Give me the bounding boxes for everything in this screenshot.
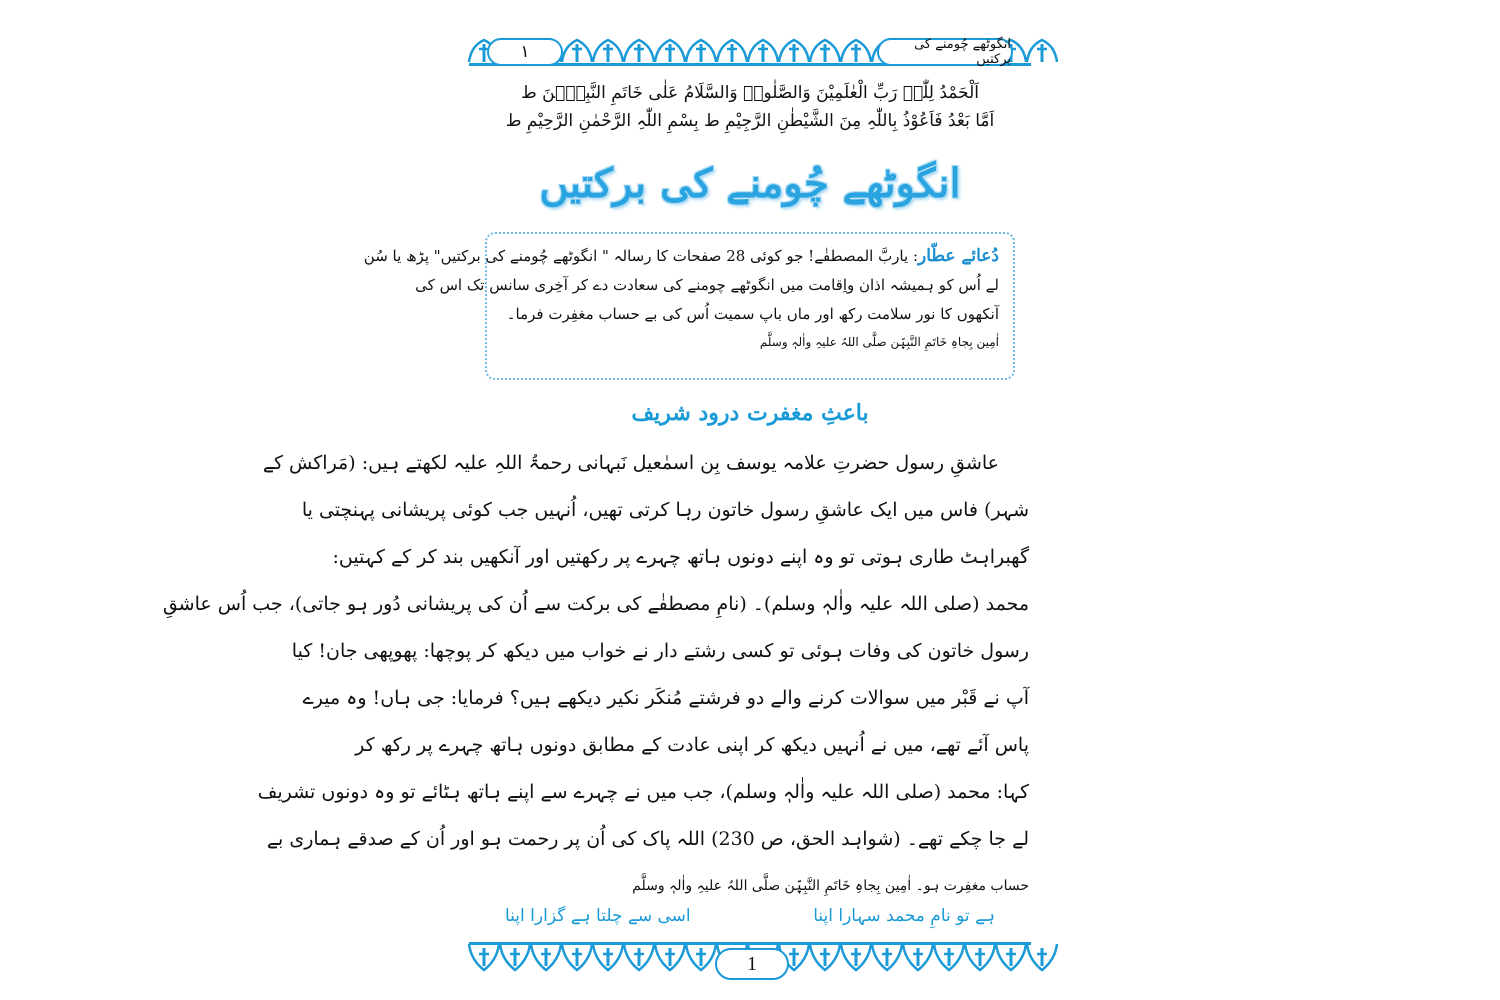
body-line: رسول خاتون کی وفات ہوئی تو کسی رشتے دار نے خواب میں دیکھ کر پوچھا: پھوپھی جان! کیا	[291, 640, 1029, 662]
arch-ornament	[469, 944, 499, 970]
dua-line-3: آنکھوں کا نور سلامت رکھ اور ماں باپ سمیت اُس کی بے حساب مغفِرت فرما۔	[506, 305, 999, 323]
arch-ornament	[562, 944, 592, 970]
couplet-misra-1: ہے تو نامِ محمد سہارا اپنا	[813, 906, 995, 926]
document-page	[162, 0, 1035, 1000]
arch-ornament	[779, 40, 809, 62]
opening-line-1: اَلْحَمْدُ لِلّٰہِ رَبِّ الْعٰلَمِیْنَ وَالصَّلٰوۃُ وَالسَّلَامُ عَلٰی خَاتَمِ النَّبِیّٖنَ ط	[520, 83, 980, 103]
body-paragraph	[162, 440, 1029, 910]
arch-ornament	[562, 40, 592, 62]
dua-ameen: اٰمِین بِجاہِ خَاتَمِ النَّبِیّٖن صلَّی اللہُ علیہِ واٰلہٖ وسلَّم	[759, 335, 999, 349]
arch-ornament	[1027, 944, 1057, 970]
arch-ornament	[996, 944, 1026, 970]
footer-page-number: 1	[715, 948, 789, 980]
arch-ornament	[903, 944, 933, 970]
arch-ornament	[624, 40, 654, 62]
body-line: گھبراہٹ طاری ہوتی تو وہ اپنے دونوں ہاتھ چہرے پر رکھتیں اور آنکھیں بند کر کے کہتیں:	[332, 546, 1029, 568]
arch-ornament	[1027, 40, 1057, 62]
arch-ornament	[934, 944, 964, 970]
arch-ornament	[686, 40, 716, 62]
arch-ornament	[748, 40, 778, 62]
body-line: آپ نے قَبْر میں سوالات کرنے والے دو فرشتے مُنکَر نکیر دیکھے ہیں؟ فرمایا: جی ہاں! وہ میرے	[302, 687, 1029, 709]
body-line: شہر) فاس میں ایک عاشقِ رسول خاتون رہا کرتی تھیں، اُنہیں جب کوئی پریشانی پہنچتی یا	[301, 499, 1029, 521]
arch-ornament	[810, 40, 840, 62]
arch-ornament	[593, 944, 623, 970]
body-line: لے جا چکے تھے۔ (شواہد الحق، ص 230) اللہ پاک کی اُن پر رحمت ہو اور اُن کے صدقے ہماری بے	[266, 828, 1029, 850]
body-line: عاشقِ رسول حضرتِ علامہ یوسف بِن اسمٰعیل نَبہانی رحمۃُ اللہِ علیہ لکھتے ہیں: (مَراکش کے	[262, 452, 999, 474]
dua-text-1: : یاربَّ المصطفٰے! جو کوئی 28 صفحات کا رسالہ " انگوٹھے چُومنے کی برکتیں" پڑھ یا سُن	[363, 247, 919, 265]
section-title: باعثِ مغفرت درود شریف	[631, 400, 869, 426]
arch-ornament	[655, 40, 685, 62]
couplet-misra-2: اسی سے چلتا ہے گزارا اپنا	[505, 906, 691, 926]
header-page-number: ١	[487, 38, 563, 66]
dua-line-2: لے اُس کو ہمیشہ اذان واِقامت میں انگوٹھے چومنے کی سعادت دے کر آخِری سانس تک اس کی	[415, 276, 999, 294]
dua-label: دُعائے عطّار	[918, 246, 999, 266]
body-line: کہا: محمد (صلی اللہ علیہ واٰلہٖ وسلم)، جب میں نے چہرے سے اپنے ہاتھ ہٹائے تو وہ دونوں تشریف	[257, 781, 1029, 803]
arch-ornament	[655, 944, 685, 970]
arch-ornament	[841, 40, 871, 62]
arch-ornament	[872, 944, 902, 970]
dua-line-1	[363, 242, 999, 271]
arch-ornament	[810, 944, 840, 970]
body-line: پاس آئے تھے، میں نے اُنہیں دیکھ کر اپنی عادت کے مطابق دونوں ہاتھ چہرے پر رکھ کر	[355, 734, 1029, 756]
arch-ornament	[593, 40, 623, 62]
arch-ornament	[717, 40, 747, 62]
couplet	[465, 905, 1035, 935]
body-line: حساب مغفِرت ہو۔ اٰمِین بِجاہِ خَاتَمِ النَّبِیّٖن صلَّی اللہُ علیہِ واٰلہٖ وسلَّم	[632, 878, 1029, 894]
arch-ornament	[841, 944, 871, 970]
dua-box	[363, 232, 1015, 380]
body-line: محمد (صلی اللہ علیہ واٰلہٖ وسلم)۔ (نامِ مصطفٰے کی برکت سے اُن کی پریشانی دُور ہو جاتی)، جب اُس عاشقِ	[162, 593, 1029, 615]
arch-ornament	[531, 944, 561, 970]
arch-ornament	[686, 944, 716, 970]
arch-ornament	[624, 944, 654, 970]
header-running-title: انگوٹھے چُومنے کی برکتیں	[877, 38, 1013, 66]
arch-ornament	[965, 944, 995, 970]
opening-line-2: اَمَّا بَعْدُ فَاَعُوْذُ بِاللّٰہِ مِنَ الشَّیْطٰنِ الرَّجِیْمِ ط بِسْمِ اللّٰہِ الرَّحْمٰنِ الرَّحِیْمِ ط	[505, 111, 995, 131]
page-title: انگوٹھے چُومنے کی برکتیں	[539, 160, 961, 207]
arch-ornament	[500, 944, 530, 970]
